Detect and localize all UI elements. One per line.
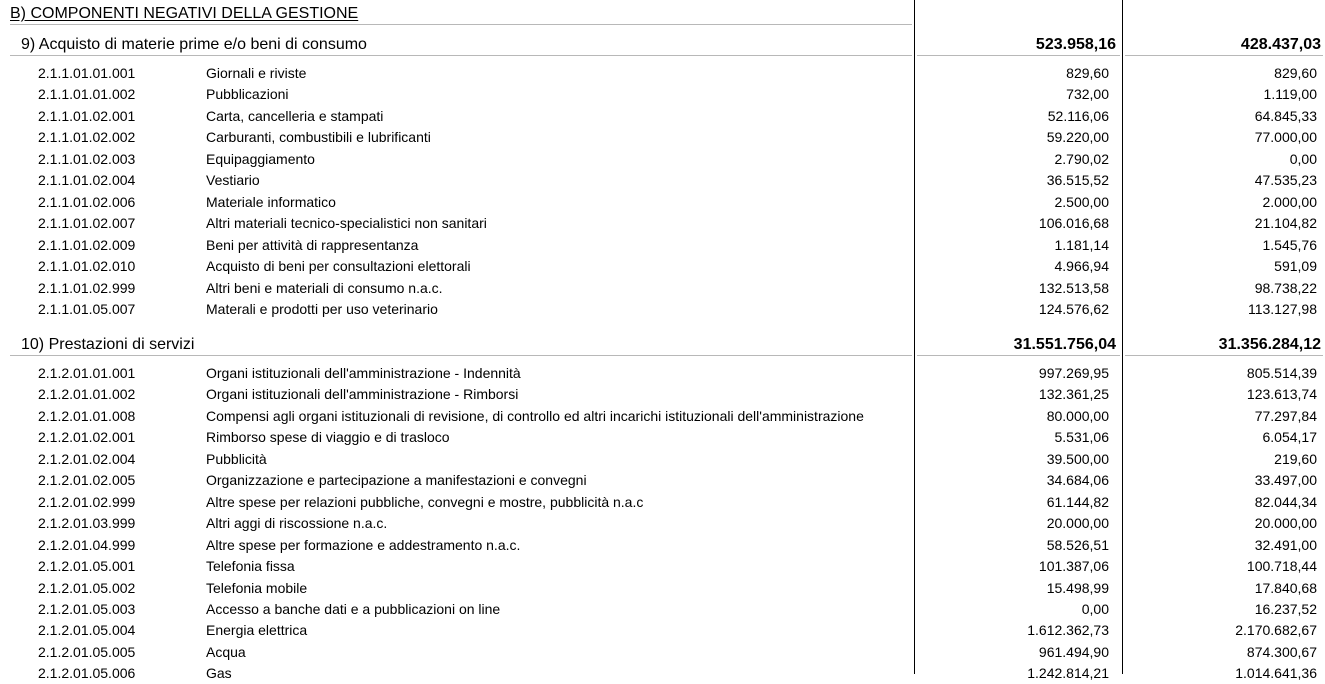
account-description: Rimborso spese di viaggio e di trasloco	[206, 429, 450, 446]
amount-current: 5.531,06	[1054, 429, 1109, 446]
table-row	[0, 299, 1325, 320]
amount-previous: 591,09	[1274, 258, 1317, 275]
amount-current: 997.269,95	[1038, 365, 1109, 381]
amount-previous: 2.000,00	[1262, 193, 1317, 210]
table-row	[0, 106, 1325, 127]
account-description: Altri beni e materiali di consumo n.a.c.	[206, 279, 443, 296]
amount-current: 52.116,06	[1047, 107, 1109, 124]
amount-previous: 100.718,44	[1246, 558, 1317, 575]
account-description: Materiale informatico	[206, 193, 336, 210]
amount-previous: 113.127,98	[1247, 300, 1317, 317]
account-description: Vestiario	[206, 172, 260, 189]
account-description: Giornali e riviste	[206, 65, 307, 81]
group-total-current: 31.551.756,04	[1013, 336, 1116, 353]
amount-previous: 21.104,82	[1254, 215, 1317, 232]
account-description: Pubblicità	[206, 450, 267, 467]
account-code: 2.1.1.01.02.006	[38, 193, 136, 210]
account-description: Accesso a banche dati e a pubblicazioni on line	[206, 600, 501, 617]
table-row	[0, 256, 1325, 277]
account-code: 2.1.2.01.05.004	[38, 622, 136, 639]
account-code: 2.1.1.01.02.001	[38, 107, 136, 124]
amount-previous: 64.845,33	[1254, 107, 1317, 124]
account-description: Altre spese per relazioni pubbliche, convegni e mostre, pubblicità n.a.c	[206, 493, 644, 510]
account-description: Altri aggi di riscossione n.a.c.	[206, 515, 388, 532]
amount-previous: 47.535,23	[1254, 172, 1317, 189]
table-row	[0, 213, 1325, 234]
group-header-servizi	[0, 334, 1325, 356]
amount-current: 4.966,94	[1054, 258, 1109, 275]
section-divider	[10, 24, 912, 25]
amount-current: 39.500,00	[1046, 450, 1109, 467]
amount-previous: 82.044,34	[1254, 493, 1317, 510]
amount-current: 132.513,58	[1038, 279, 1109, 296]
amount-current: 34.684,06	[1046, 472, 1109, 489]
table-row	[0, 449, 1325, 470]
account-description: Equipaggiamento	[206, 150, 315, 167]
amount-current: 20.000,00	[1046, 515, 1109, 532]
account-description: Organi istituzionali dell'amministrazione - Rimborsi	[206, 386, 519, 403]
account-description: Altri materiali tecnico-specialistici non sanitari	[206, 215, 487, 232]
account-description: Pubblicazioni	[206, 86, 289, 103]
amount-previous: 20.000,00	[1254, 515, 1317, 532]
account-code: 2.1.2.01.03.999	[38, 515, 136, 532]
amount-current: 124.576,62	[1038, 300, 1109, 317]
group-divider	[917, 55, 1120, 56]
account-code: 2.1.1.01.02.003	[38, 150, 136, 167]
account-description: Carburanti, combustibili e lubrificanti	[206, 129, 431, 146]
table-row	[0, 620, 1325, 641]
amount-current: 132.361,25	[1038, 386, 1109, 403]
group-title: 9) Acquisto di materie prime e/o beni di consumo	[21, 36, 367, 53]
amount-previous: 1.119,00	[1263, 86, 1317, 103]
account-code: 2.1.2.01.01.002	[38, 386, 136, 403]
account-code: 2.1.2.01.05.005	[38, 643, 136, 660]
account-code: 2.1.2.01.02.005	[38, 472, 136, 489]
group-total-previous: 428.437,03	[1240, 36, 1321, 53]
group-total-previous: 31.356.284,12	[1218, 336, 1321, 353]
account-code: 2.1.2.01.02.001	[38, 429, 136, 446]
account-description: Carta, cancelleria e stampati	[206, 107, 384, 124]
amount-current: 36.515,52	[1046, 172, 1109, 189]
table-row	[0, 384, 1325, 405]
amount-current: 15.498,99	[1046, 579, 1109, 596]
account-description: Telefonia fissa	[206, 558, 295, 575]
amount-previous: 77.297,84	[1254, 407, 1317, 424]
group-divider	[10, 355, 912, 356]
table-row	[0, 513, 1325, 534]
account-code: 2.1.2.01.05.006	[38, 665, 136, 682]
group-title: 10) Prestazioni di servizi	[21, 336, 195, 353]
group-divider	[1125, 355, 1323, 356]
group-header-acquisto	[0, 34, 1325, 56]
table-row	[0, 556, 1325, 577]
table-row	[0, 599, 1325, 620]
account-code: 2.1.1.01.02.010	[38, 258, 136, 275]
amount-previous: 33.497,00	[1254, 472, 1317, 489]
account-description: Energia elettrica	[206, 622, 308, 639]
amount-previous: 0,00	[1289, 150, 1317, 167]
group-divider	[10, 55, 912, 56]
amount-current: 106.016,68	[1038, 215, 1109, 232]
account-code: 2.1.1.01.02.007	[38, 215, 136, 232]
table-row	[0, 127, 1325, 148]
amount-current: 2.790,02	[1054, 150, 1109, 167]
amount-previous: 2.170.682,67	[1235, 622, 1317, 639]
account-description: Organizzazione e partecipazione a manifestazioni e convegni	[206, 472, 587, 489]
account-code: 2.1.1.01.01.001	[38, 65, 136, 81]
amount-previous: 829,60	[1274, 65, 1317, 81]
amount-current: 58.526,51	[1046, 536, 1109, 553]
amount-current: 829,60	[1066, 65, 1109, 81]
account-description: Organi istituzionali dell'amministrazione - Indennità	[206, 365, 521, 381]
account-code: 2.1.2.01.04.999	[38, 536, 136, 553]
amount-previous: 874.300,67	[1246, 643, 1317, 660]
account-description: Materali e prodotti per uso veterinario	[206, 300, 438, 317]
account-code: 2.1.2.01.05.002	[38, 579, 136, 596]
table-row	[0, 535, 1325, 556]
account-code: 2.1.1.01.02.009	[38, 236, 136, 253]
amount-current: 59.220,00	[1046, 129, 1109, 146]
group-divider	[917, 355, 1120, 356]
amount-current: 1.242.814,21	[1027, 665, 1109, 682]
amount-current: 1.181,14	[1054, 236, 1109, 253]
account-code: 2.1.1.01.02.004	[38, 172, 136, 189]
amount-current: 0,00	[1081, 600, 1109, 617]
table-row	[0, 470, 1325, 491]
table-row	[0, 63, 1325, 84]
amount-previous: 77.000,00	[1254, 129, 1317, 146]
account-description: Altre spese per formazione e addestramento n.a.c.	[206, 536, 521, 553]
account-code: 2.1.1.01.02.999	[38, 279, 136, 296]
account-description: Telefonia mobile	[206, 579, 308, 596]
table-row	[0, 492, 1325, 513]
table-row	[0, 84, 1325, 105]
account-code: 2.1.2.01.01.001	[38, 365, 136, 381]
amount-previous: 6.054,17	[1262, 429, 1317, 446]
amount-previous: 1.014.641,36	[1235, 665, 1317, 682]
table-row	[0, 642, 1325, 663]
amount-current: 732,00	[1066, 86, 1109, 103]
amount-previous: 16.237,52	[1254, 600, 1317, 617]
account-code: 2.1.2.01.02.004	[38, 450, 136, 467]
account-code: 2.1.1.01.05.007	[38, 300, 136, 317]
account-description: Compensi agli organi istituzionali di revisione, di controllo ed altri incarichi istituzionali dell'amministrazione	[206, 407, 864, 424]
amount-current: 61.144,82	[1046, 493, 1109, 510]
account-code: 2.1.2.01.02.999	[38, 493, 136, 510]
section-title: B) COMPONENTI NEGATIVI DELLA GESTIONE	[10, 5, 359, 22]
amount-previous: 805.514,39	[1246, 365, 1317, 381]
amount-previous: 17.840,68	[1254, 579, 1317, 596]
account-code: 2.1.1.01.02.002	[38, 129, 136, 146]
amount-current: 2.500,00	[1054, 193, 1109, 210]
amount-current: 1.612.362,73	[1027, 622, 1109, 639]
amount-current: 101.387,06	[1038, 558, 1109, 575]
account-description: Acqua	[206, 643, 246, 660]
table-row	[0, 427, 1325, 448]
table-row	[0, 278, 1325, 299]
account-description: Beni per attività di rappresentanza	[206, 236, 419, 253]
table-row	[0, 363, 1325, 384]
amount-previous: 123.613,74	[1246, 386, 1317, 403]
table-row	[0, 578, 1325, 599]
table-row	[0, 170, 1325, 191]
account-code: 2.1.1.01.01.002	[38, 86, 136, 103]
amount-previous: 32.491,00	[1254, 536, 1317, 553]
amount-current: 961.494,90	[1038, 643, 1109, 660]
table-row	[0, 149, 1325, 170]
table-row	[0, 406, 1325, 427]
account-code: 2.1.2.01.01.008	[38, 407, 136, 424]
account-description: Gas	[206, 665, 232, 682]
amount-previous: 1.545,76	[1262, 236, 1317, 253]
table-row	[0, 192, 1325, 213]
group-total-current: 523.958,16	[1035, 36, 1116, 53]
account-code: 2.1.2.01.05.003	[38, 600, 136, 617]
account-code: 2.1.2.01.05.001	[38, 558, 136, 575]
account-description: Acquisto di beni per consultazioni elettorali	[206, 258, 471, 275]
amount-current: 80.000,00	[1046, 407, 1109, 424]
group-divider	[1125, 55, 1323, 56]
amount-previous: 219,60	[1274, 450, 1317, 467]
amount-previous: 98.738,22	[1254, 279, 1317, 296]
table-row	[0, 235, 1325, 256]
